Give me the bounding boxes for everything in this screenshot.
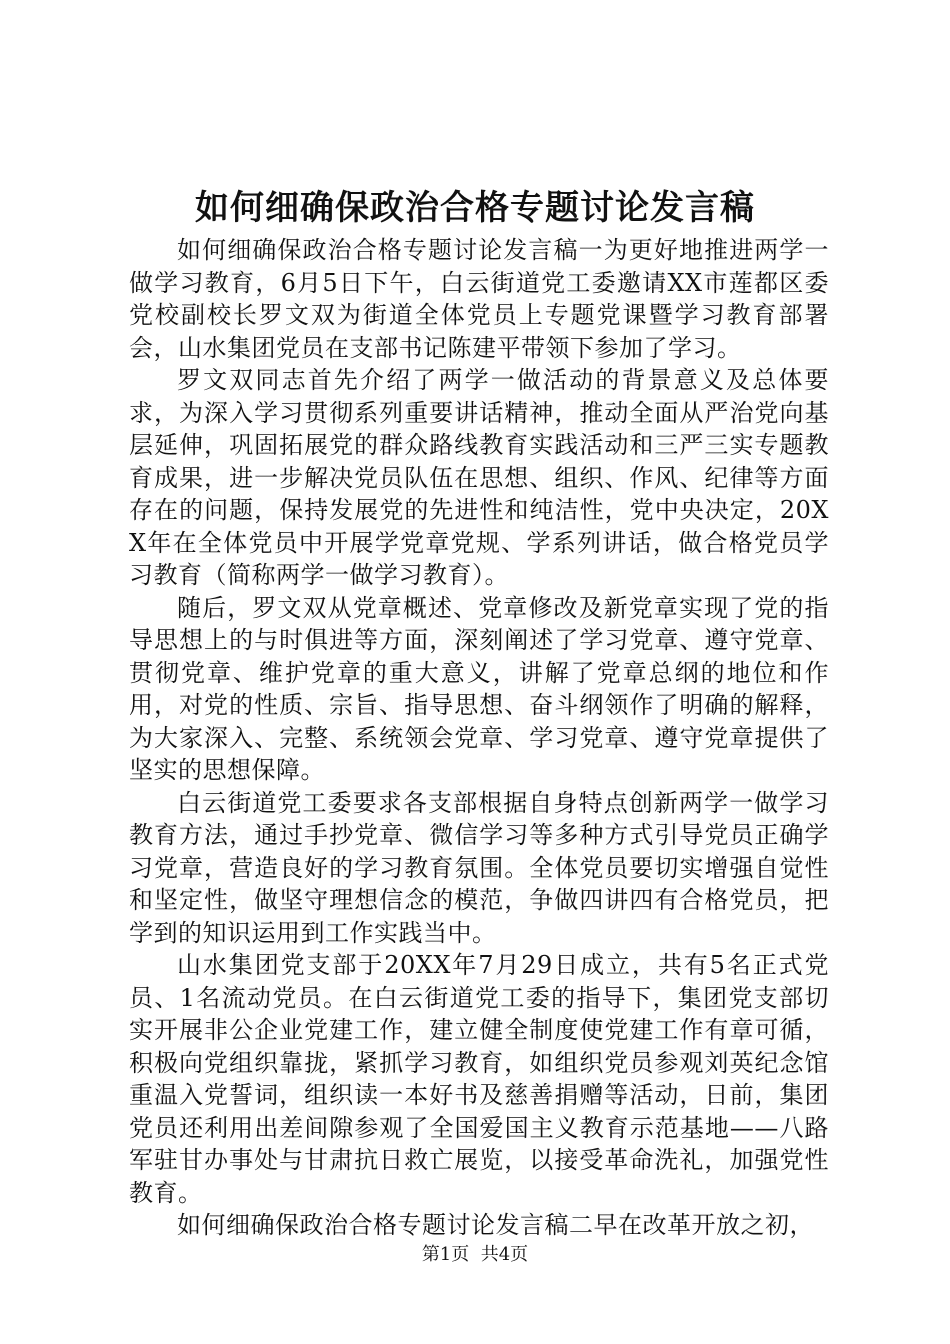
page-number-label: 第1页 共4页: [421, 1244, 529, 1265]
paragraph-6: 如何细确保政治合格专题讨论发言稿二早在改革开放之初，: [177, 1211, 814, 1239]
paragraph-3: 随后，罗文双从党章概述、党章修改及新党章实现了党的指导思想上的与时俱进等方面，深刻阐述了学习党章、遵守党章、贯彻党章、维护党章的重大意义，讲解了党章总纲的地位和作用，对党的性质、宗旨、指导思想、奋斗纲领作了明确的解释，为大家深入、完整、系统领会党章、学习党章、遵守党章提供了坚实的思想保障。: [129, 593, 829, 784]
paragraph-2: 罗文双同志首先介绍了两学一做活动的背景意义及总体要求，为深入学习贯彻系列重要讲话精神，推动全面从严治党向基层延伸，巩固拓展党的群众路线教育实践活动和三严三实专题教育成果，进一步解决党员队伍在思想、组织、作风、纪律等方面存在的问题，保持发展党的先进性和纯洁性，党中央决定，20XX年在全体党员中开展学党章党规、学系列讲话，做合格党员学习教育（简称两学一做学习教育）。: [129, 366, 829, 589]
document-title: 如何细确保政治合格专题讨论发言稿: [195, 188, 755, 228]
page-footer: [0, 1243, 950, 1267]
paragraph-1: 如何细确保政治合格专题讨论发言稿一为更好地推进两学一做学习教育，6月5日下午，白云街道党工委邀请XX市莲都区委党校副校长罗文双为街道全体党员上专题党课暨学习教育部署会，山水集团党员在支部书记陈建平带领下参加了学习。: [129, 236, 829, 362]
paragraph-5: 山水集团党支部于20XX年7月29日成立，共有5名正式党员、1名流动党员。在白云街道党工委的指导下，集团党支部切实开展非公企业党建工作，建立健全制度使党建工作有章可循，积极向党组织靠拢，紧抓学习教育，如组织党员参观刘英纪念馆重温入党誓词，组织读一本好书及慈善捐赠等活动，日前，集团党员还利用出差间隙参观了全国爱国主义教育示范基地——八路军驻甘办事处与甘肃抗日救亡展览，以接受革命洗礼，加强党性教育。: [129, 951, 829, 1207]
paragraph-4: 白云街道党工委要求各支部根据自身特点创新两学一做学习教育方法，通过手抄党章、微信学习等多种方式引导党员正确学习党章，营造良好的学习教育氛围。全体党员要切实增强自觉性和坚定性，做坚守理想信念的模范，争做四讲四有合格党员，把学到的知识运用到工作实践当中。: [129, 788, 829, 947]
document-body: [129, 234, 829, 1242]
